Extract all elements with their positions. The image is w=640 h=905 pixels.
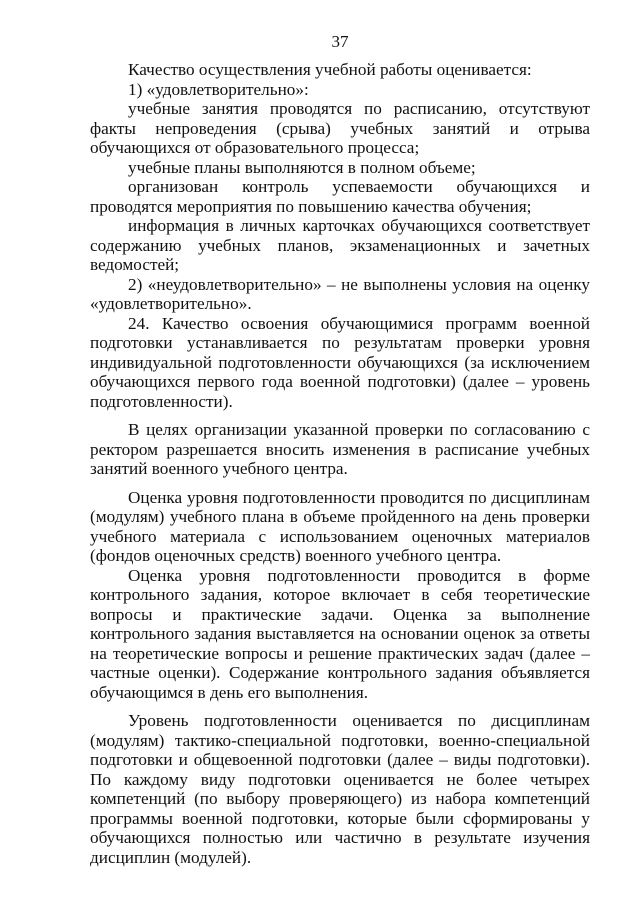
- page-number: 37: [331, 32, 349, 51]
- paragraph-schedule: учебные занятия проводятся по расписанию, отсутствуют факты непроведения (срыва) учебных занятий и отрыва обучающихся от образовательного процесса;: [90, 99, 590, 157]
- document-body: [90, 60, 590, 867]
- paragraph-intro: Качество осуществления учебной работы оценивается:: [128, 60, 532, 79]
- paragraph-records: информация в личных карточках обучающихся соответствует содержанию учебных планов, экзаменационных и зачетных ведомостей;: [90, 216, 590, 274]
- paragraph-assessment-scope: Оценка уровня подготовленности проводится по дисциплинам (модулям) учебного плана в объеме пройденного на день проверки учебного материала с использованием оценочных материалов (фондов оценочных средств) военного учебного центра.: [90, 487, 590, 565]
- paragraph-control: организован контроль успеваемости обучающихся и проводятся мероприятия по повышению качества обучения;: [90, 177, 590, 216]
- paragraph-competencies: Уровень подготовленности оценивается по дисциплинам (модулям) тактико-специальной подготовки, военно-специальной подготовки и общевоенной подготовки (далее – виды подготовки). По каждому виду подготовки оценивается не более четырех компетенций (по выбору проверяющего) из набора компетенций программы военной подготовки, которые были сформированы у обучающихся полностью или частично в результате изучения дисциплин (модулей).: [90, 711, 590, 867]
- paragraph-item-24: 24. Качество освоения обучающимися программ военной подготовки устанавливается по результатам проверки уровня индивидуальной подготовленности обучающихся (за исключением обучающихся первого года военной подготовки) (далее – уровень подготовленности).: [90, 313, 590, 411]
- paragraph-plans: учебные планы выполняются в полном объеме;: [128, 157, 476, 177]
- paragraph-schedule-changes: В целях организации указанной проверки по согласованию с ректором разрешается вносить изменения в расписание учебных занятий военного учебного центра.: [90, 420, 590, 478]
- paragraph-unsatisfactory: 2) «неудовлетворительно» – не выполнены условия на оценку «удовлетворительно».: [90, 274, 590, 313]
- paragraph-control-task: Оценка уровня подготовленности проводится в форме контрольного задания, которое включает в себя теоретические вопросы и практические задачи. Оценка за выполнение контрольного задания выставляется на основании оценок за ответы на теоретические вопросы и решение практических задач (далее – частные оценки). Содержание контрольного задания объявляется обучающимся в день его выполнения.: [90, 565, 590, 702]
- paragraph-satisfactory: 1) «удовлетворительно»:: [128, 79, 309, 99]
